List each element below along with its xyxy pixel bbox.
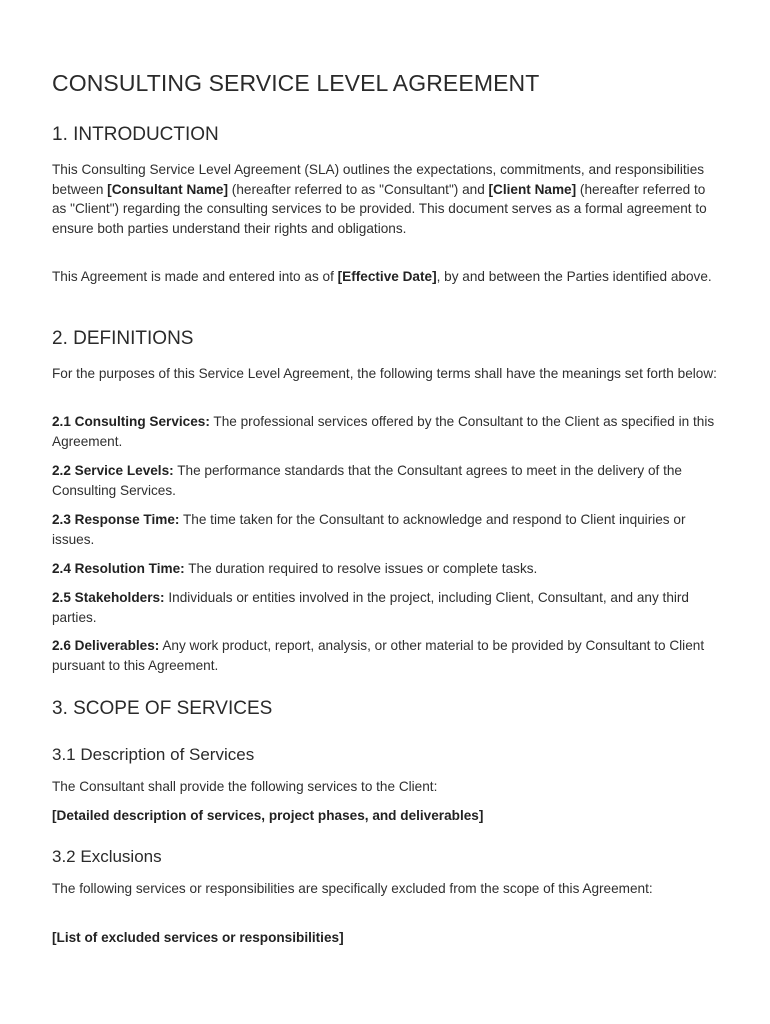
intro-p1-text-a: This Consulting Service Level Agreement (SLA) outlines the expectations, commitments, and responsibilities between [52,162,705,197]
excluded-services-placeholder: [List of excluded services or responsibilities] [52,930,344,945]
services-description-placeholder: [Detailed description of services, project phases, and deliverables] [52,808,484,823]
intro-p2-text-a: This Agreement is made and entered into as of [52,269,338,284]
document-title: CONSULTING SERVICE LEVEL AGREEMENT [52,70,540,96]
section-introduction-heading: 1. INTRODUCTION [52,124,219,145]
definition-item [52,559,722,579]
definition-term: 2.4 Resolution Time: [52,561,185,576]
definition-text: The performance standards that the Consultant agrees to meet in the delivery of the Consulting Services. [52,463,682,498]
exclusions-intro: The following services or responsibilities are specifically excluded from the scope of this Agreement: [52,881,653,896]
definition-item [52,412,722,451]
introduction-paragraph-1 [52,160,722,238]
intro-p1-text-b: (hereafter referred to as "Consultant") and [228,181,489,197]
definition-text: Individuals or entities involved in the project, including Client, Consultant, and any third parties. [52,590,689,625]
definition-text: The professional services offered by the Consultant to the Client as specified in this Agreement. [52,414,715,449]
introduction-paragraph-2 [52,267,722,287]
consultant-name-placeholder: [Consultant Name] [107,181,229,197]
section-scope-heading: 3. SCOPE OF SERVICES [52,698,273,719]
section-definitions-heading: 2. DEFINITIONS [52,328,194,349]
definition-text: The duration required to resolve issues or complete tasks. [184,561,538,576]
definition-item [52,461,722,500]
intro-p2-text-b: , by and between the Parties identified above. [436,269,712,284]
intro-p1-text-c: (hereafter referred to as "Client") regarding the consulting services to be provided. This document serves as a formal agreement to ensure both parties understand their rights and obligations. [52,181,707,236]
definition-item [52,510,722,549]
exclusions-placeholder [52,928,722,948]
effective-date-placeholder: [Effective Date] [337,269,437,284]
subsection-description-heading: 3.1 Description of Services [52,745,255,764]
definition-term: 2.2 Service Levels: [52,463,174,478]
definition-text: The time taken for the Consultant to acknowledge and respond to Client inquiries or issues. [52,512,686,547]
description-placeholder [52,806,722,826]
definition-term: 2.5 Stakeholders: [52,590,165,605]
definition-term: 2.6 Deliverables: [52,638,160,653]
definition-item [52,636,722,675]
definitions-intro: For the purposes of this Service Level Agreement, the following terms shall have the meanings set forth below: [52,366,717,381]
definition-term: 2.1 Consulting Services: [52,414,210,429]
definition-text: Any work product, report, analysis, or other material to be provided by Consultant to Client pursuant to this Agreement. [52,638,705,673]
subsection-exclusions-heading: 3.2 Exclusions [52,847,162,866]
client-name-placeholder: [Client Name] [488,181,577,197]
definition-term: 2.3 Response Time: [52,512,180,527]
description-intro: The Consultant shall provide the following services to the Client: [52,779,438,794]
definition-item [52,588,722,627]
